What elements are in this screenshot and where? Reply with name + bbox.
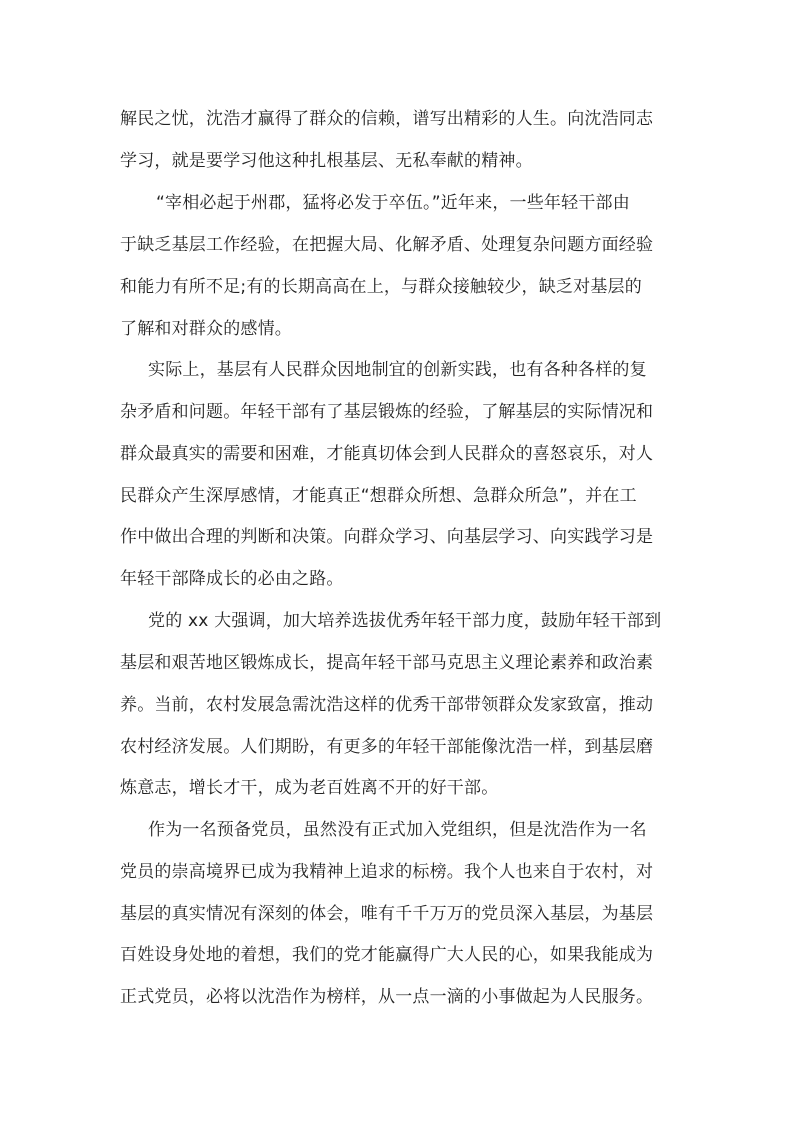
text-line: 群众最真实的需要和困难，才能真切体会到人民群众的喜怒哀乐，对人 — [120, 444, 654, 464]
text-line: 年轻干部降成长的必由之路。 — [120, 569, 344, 589]
text-line: 杂矛盾和问题。年轻干部有了基层锻炼的经验，了解基层的实际情况和 — [120, 402, 654, 422]
text-line: 党员的崇高境界已成为我精神上追求的标榜。我个人也来自于农村，对 — [120, 862, 654, 882]
text-line: 基层和艰苦地区锻炼成长，提高年轻干部马克思主义理论素养和政治素 — [120, 653, 654, 673]
text-line: 正式党员，必将以沈浩作为榜样，从一点一滴的小事做起为人民服务。 — [120, 987, 654, 1007]
text-line: 作中做出合理的判断和决策。向群众学习、向基层学习、向实践学习是 — [120, 527, 654, 547]
text-line: 了解和对群众的感情。 — [120, 319, 292, 339]
text-line: 党的 xx 大强调，加大培养选拔优秀年轻干部力度，鼓励年轻干部到 — [148, 611, 662, 631]
text-line: 炼意志，增长才干，成为老百姓离不开的好干部。 — [120, 778, 499, 798]
text-line: 农村经济发展。人们期盼，有更多的年轻干部能像沈浩一样，到基层磨 — [120, 737, 654, 757]
text-line: 实际上，基层有人民群众因地制宜的创新实践，也有各种各样的复 — [148, 360, 647, 380]
text-line: 于缺乏基层工作经验，在把握大局、化解矛盾、处理复杂问题方面经验 — [120, 235, 654, 255]
text-line: 作为一名预备党员，虽然没有正式加入党组织，但是沈浩作为一名 — [148, 820, 647, 840]
text-line: 百姓设身处地的着想，我们的党才能赢得广大人民的心，如果我能成为 — [120, 945, 654, 965]
text-line: 民群众产生深厚感情，才能真正“想群众所想、急群众所急”，并在工 — [120, 486, 637, 506]
text-line: “宰相必起于州郡，猛将必发于卒伍。”近年来，一些年轻干部由 — [156, 193, 630, 213]
text-line: 解民之忧，沈浩才赢得了群众的信赖，谱写出精彩的人生。向沈浩同志 — [120, 109, 654, 129]
text-line: 学习，就是要学习他这种扎根基层、无私奉献的精神。 — [120, 151, 533, 171]
text-line: 基层的真实情况有深刻的体会，唯有千千万万的党员深入基层，为基层 — [120, 904, 654, 924]
text-line: 养。当前，农村发展急需沈浩这样的优秀干部带领群众发家致富，推动 — [120, 695, 654, 715]
text-line: 和能力有所不足;有的长期高高在上，与群众接触较少，缺乏对基层的 — [120, 277, 642, 297]
